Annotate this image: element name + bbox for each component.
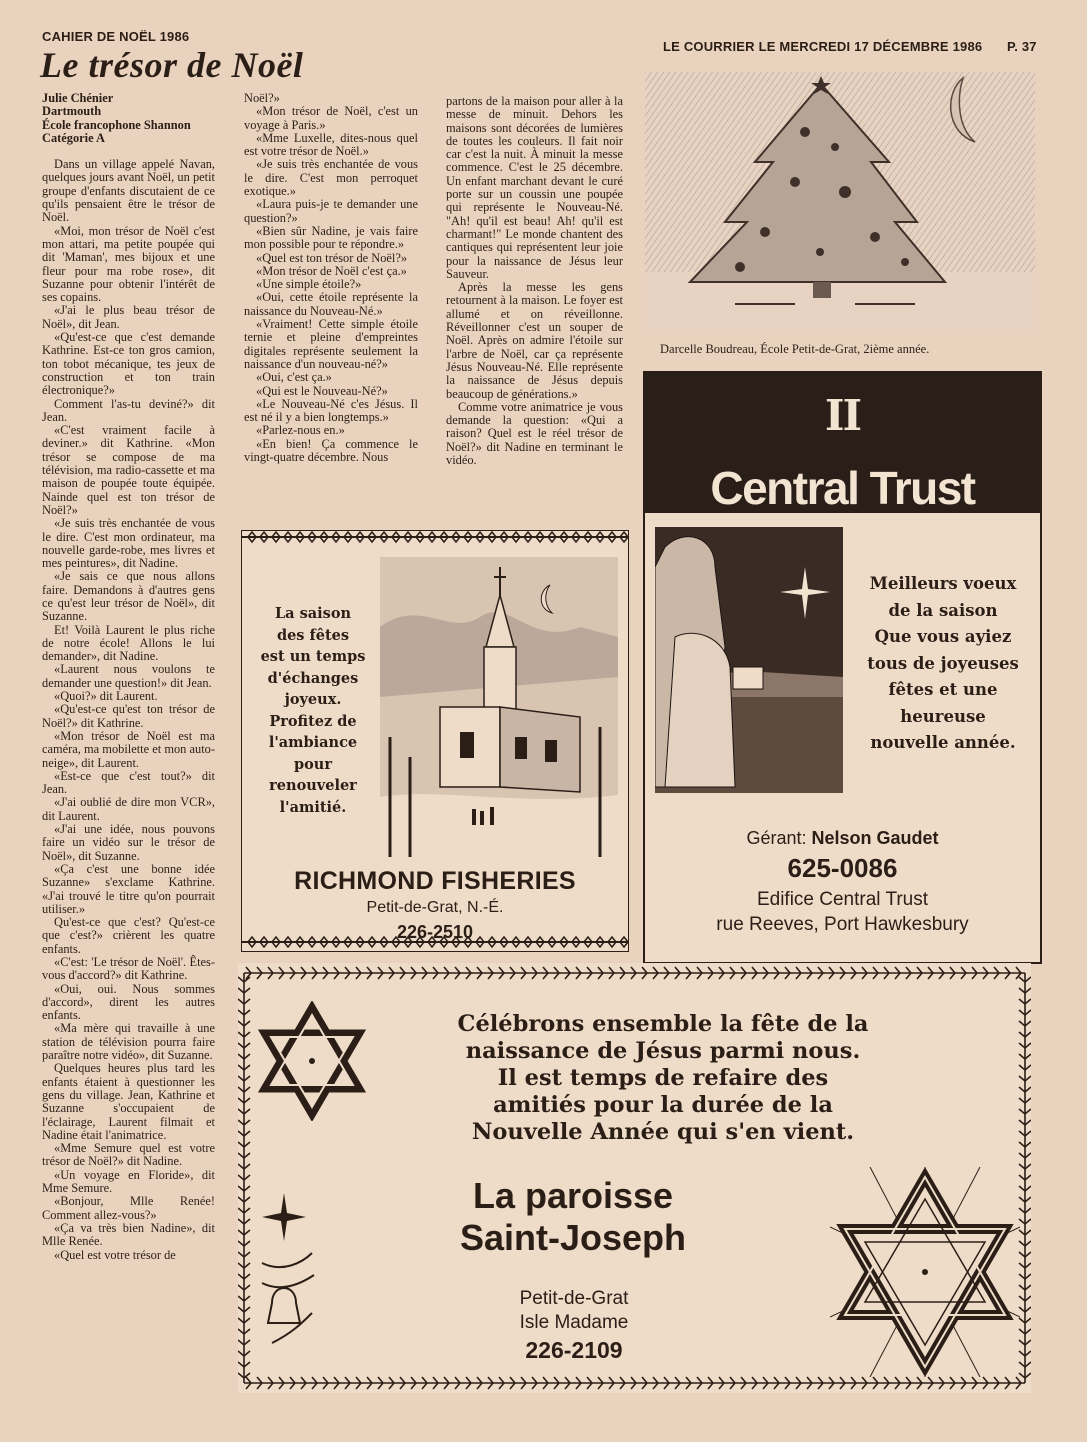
ad-central-banner <box>645 373 1040 513</box>
author-city: Dartmouth <box>42 104 102 119</box>
message-line: tous de joyeuses <box>867 653 1019 673</box>
article-paragraph: «Le Nouveau-Né c'es Jésus. Il est né il y a bien longtemps.» <box>244 396 418 425</box>
message-line: naissance de Jésus parmi nous. <box>465 1038 861 1064</box>
central-trust-logo-mark: II <box>824 391 861 440</box>
message-line: des fêtes <box>276 626 350 644</box>
article-paragraph: «En bien! Ça commence le vingt-quatre décembre. Nous <box>244 436 418 465</box>
ad-richmond-fisheries <box>241 530 629 952</box>
article-paragraph: «Mon trésor de Noël est ma caméra, ma mobilette et mon auto-neige», dit Laurent. <box>42 728 215 770</box>
address-line: Edifice Central Trust <box>756 889 929 910</box>
article-paragraph: Comme votre animatrice je vous demande la question: «Qui a raison? Quel est le réel trésor de Noël?» dit Nadine en terminant le vidéo. <box>446 399 623 468</box>
ad-central-company: Central Trust <box>710 462 975 514</box>
article-paragraph: «Quel est ton trésor de Noël?» <box>256 250 408 265</box>
article-paragraph: partons de la maison pour aller à la messe de minuit. Dehors les maisons sont décorées de lumières de toutes les couleurs. Il fait noir car c'est la nuit. À minuit la messe commence. C'est le 25 décembre. Un enfant marchant devant le curé porte sur un coussin une poupée qui représente le Nouveau-Né. "Ah! qu'il est beau! Ah! qu'il est charmant!" Le monde chantent des cantiques qui représentent leur joie pour la naissance de Jésus leur Sauveur. <box>446 94 623 281</box>
article-paragraph: «Bonjour, Mlle Renée! Comment allez-vous?» <box>42 1194 215 1222</box>
message-line: Célébrons ensemble la fête de la <box>457 1011 869 1037</box>
article-paragraph: «Qu'est-ce que c'est demande Kathrine. Est-ce ton gros camion, ton tobot mécanique, tes jeux de construction et ton train électronique?» <box>42 330 215 398</box>
star-of-david-icon <box>252 1001 372 1121</box>
location-line: Isle Madame <box>519 1312 629 1333</box>
article-paragraph: «Qu'est-ce qu'est ton trésor de Noël?» dit Kathrine. <box>42 702 215 730</box>
border-ornament <box>411 967 416 1389</box>
article-paragraph: «Une simple étoile?» <box>256 277 362 292</box>
ad-paroisse-name <box>418 1175 728 1259</box>
message-line: Profitez de <box>269 712 357 730</box>
message-line: de la saison <box>888 600 998 620</box>
vine-border-top <box>242 530 628 544</box>
message-line: est un temps <box>260 648 366 665</box>
article-paragraph: «Parlez-nous en.» <box>256 423 345 438</box>
article-paragraph: «Ça va très bien Nadine», dit Mlle Renée. <box>42 1220 215 1249</box>
article-paragraph: «Qui est le Nouveau-Né?» <box>256 383 388 398</box>
article-paragraph: «C'est vraiment facile à deviner.» dit Kathrine. «Mon trésor se compose de ma télévision, ma radio-cassette et ma maison de poupée toute équipée. Nainde quel est ton trésor de Noël?» <box>42 423 215 517</box>
drawing-caption: Darcelle Boudreau, École Petit-de-Grat, 2ième année. <box>660 342 930 356</box>
address-line: rue Reeves, Port Hawkesbury <box>716 914 969 935</box>
article-paragraph: Quelques heures plus tard les enfants étaient à questionner les gens du village. Jean, Kathrine et Suzanne s'occupaient de l'éclairage, Laurent filmait et Nadine était l'animatrice. <box>42 1061 215 1142</box>
article-paragraph: «Ça c'est une bonne idée Suzanne» s'exclame Kathrine. «J'ai trouvé le titre qu'on pourrait utiliser.» <box>42 861 215 916</box>
ad-richmond-phone: 226-2510 <box>396 922 474 942</box>
article-paragraph: «Je sais ce que nous allons faire. Demandons à d'autres gens ce qu'est leur trésor de Noël», dit Suzanne. <box>42 569 215 624</box>
wise-men-illustration <box>655 527 843 793</box>
article-paragraph: «Mon trésor de Noël c'est ça.» <box>256 263 407 278</box>
article-column-1 <box>42 92 215 1262</box>
article-paragraph: «Mme Luxelle, dites-nous quel est votre trésor de Noël.» <box>244 130 418 159</box>
article-paragraph: «Oui, c'est ça.» <box>256 370 332 385</box>
message-line: d'échanges <box>267 669 359 687</box>
message-line: l'amitié. <box>279 798 347 816</box>
ad-central-manager <box>645 828 1040 849</box>
christmas-tree-drawing <box>645 72 1035 334</box>
ad-paroisse-location <box>484 1287 664 1335</box>
message-line: La saison <box>274 605 352 622</box>
article-column-2 <box>244 92 418 464</box>
ad-paroisse-message <box>418 1011 908 1146</box>
newspaper-date: LE COURRIER LE MERCREDI 17 DÉCEMBRE 1986 <box>663 39 983 54</box>
border-ornament <box>400 967 405 1389</box>
message-line: Meilleurs voeux <box>869 574 1017 593</box>
article-paragraph: «Bien sûr Nadine, je vais faire mon possible pour te répondre.» <box>244 223 418 252</box>
message-line: nouvelle année. <box>870 733 1016 752</box>
author-name: Julie Chénier <box>42 91 114 105</box>
article-paragraph: Après la messe les gens retournent à la maison. Le foyer est allumé et on réveillonne. Réveillonner c'est un souper de Noël. Après on admire l'étoile sur l'arbre de Noël, car ça représente Jésus Nouveau-Né. Elle représente la naissance de Jésus depuis beaucoup de générations.» <box>446 280 623 401</box>
article-paragraph: «Quoi?» dit Laurent. <box>54 689 158 704</box>
message-line: Que vous ayiez <box>874 627 1012 646</box>
vine-border-bottom <box>242 935 628 949</box>
article-paragraph: «Laura puis-je te demander une question?» <box>244 197 418 225</box>
author-school: École francophone Shannon <box>42 117 191 132</box>
article-paragraph: «Je suis très enchantée de vous le dire. C'est mon perroquet exotique.» <box>244 157 418 199</box>
article-paragraph: «Vraiment! Cette simple étoile ternie et pleine d'empreintes digitales représente seulement la naissance d'un nouveau-né?» <box>244 317 418 371</box>
message-line: pour <box>294 755 332 773</box>
article-column-3 <box>446 95 623 467</box>
star-of-david-large-icon <box>830 1167 1020 1377</box>
message-line: renouveler <box>269 777 357 794</box>
ad-paroisse-saint-joseph <box>238 963 1031 1393</box>
ad-central-trust <box>643 371 1042 964</box>
message-line: Nouvelle Année qui s'en vient. <box>471 1119 855 1145</box>
article-paragraph: «Ma mère qui travaille à une station de télévision pourra faire paraître notre vidéo», dit Suzanne. <box>42 1021 215 1063</box>
article-paragraph: «Oui, cette étoile représente la naissance du Nouveau-Né.» <box>244 290 418 318</box>
article-title: Le trésor de Noël <box>40 45 304 85</box>
article-paragraph: Noël?» <box>244 91 280 105</box>
message-line: fêtes et une <box>888 680 998 699</box>
ad-richmond-company: RICHMOND FISHERIES <box>294 867 576 895</box>
location-line: Petit-de-Grat <box>519 1288 629 1309</box>
christmas-bell-ornament-icon <box>252 1183 322 1363</box>
manager-name: Nelson Gaudet <box>811 828 939 848</box>
ad-richmond-location: Petit-de-Grat, N.-É. <box>366 899 504 916</box>
parish-name-line: La paroisse <box>472 1175 674 1216</box>
church-illustration <box>380 557 618 857</box>
message-line: joyeux. <box>284 691 342 708</box>
article-paragraph: Comment l'as-tu deviné?» dit Jean. <box>42 396 215 424</box>
article-paragraph: «Moi, mon trésor de Noël c'est mon attari, ma petite poupée qui dit 'Maman', mes bijoux et une fleur pour ma robe rose», dit Suzanne pour obtenir l'intérêt de ses copains. <box>42 223 215 305</box>
message-line: heureuse <box>900 706 986 726</box>
parish-name-line: Saint-Joseph <box>459 1217 687 1258</box>
article-paragraph: «Mme Semure quel est votre trésor de Noël?» dit Nadine. <box>42 1141 215 1169</box>
article-paragraph: Et! Voilà Laurent le plus riche de notre école! Allons le lui demander», dit Nadine. <box>42 622 215 664</box>
article-paragraph: «Un voyage en Floride», dit Mme Semure. <box>42 1167 215 1196</box>
message-line: Il est temps de refaire des <box>497 1065 829 1091</box>
message-line: l'ambiance <box>268 734 358 751</box>
border-ornament <box>378 967 383 1389</box>
page-number: P. 37 <box>1007 39 1037 54</box>
article-paragraph: «Je suis très enchantée de vous le dire. C'est mon ordinateur, ma nouvelle garde-robe, mes livres et mes peintures», dit Nadine. <box>42 516 215 571</box>
article-byline <box>42 92 215 145</box>
ad-central-address <box>645 887 1040 937</box>
manager-label: Gérant: <box>746 828 807 848</box>
message-line: amitiés pour la durée de la <box>493 1092 833 1118</box>
author-category: Catégorie A <box>42 130 105 145</box>
article-paragraph: Qu'est-ce que c'est? Qu'est-ce que c'est?» crièrent les quatre enfants. <box>42 915 215 956</box>
ad-paroisse-phone: 226-2109 <box>525 1337 623 1363</box>
article-paragraph: Dans un village appelé Navan, quelques jours avant Noël, un petit groupe d'enfants discutaient de ce qu'ils pensaient être le trésor de Noël. <box>42 157 215 225</box>
article-paragraph: «Laurent nous voulons te demander une question!» dit Jean. <box>42 662 215 690</box>
section-heading: CAHIER DE NOËL 1986 <box>42 29 190 44</box>
article-paragraph: «J'ai une idée, nous pouvons faire un vidéo sur le trésor de Noël», dit Suzanne. <box>42 822 215 863</box>
article-paragraph: «Est-ce que c'est tout?» dit Jean. <box>42 768 215 797</box>
ad-central-phone: 625-0086 <box>787 853 898 883</box>
article-paragraph: «Quel est votre trésor de <box>54 1247 176 1262</box>
ad-richmond-message <box>252 603 374 818</box>
ad-central-message <box>853 571 1033 757</box>
article-paragraph: «Oui, oui. Nous sommes d'accord», dirent les autres enfants. <box>42 981 215 1023</box>
article-paragraph: «J'ai oublié de dire mon VCR», dit Laurent. <box>42 795 215 823</box>
border-ornament <box>238 1153 1031 1158</box>
article-paragraph: «Mon trésor de Noël, c'est un voyage à Paris.» <box>244 104 418 132</box>
border-ornament <box>238 988 1031 993</box>
article-paragraph: «J'ai le plus beau trésor de Noël», dit Jean. <box>42 303 215 331</box>
article-paragraph: «C'est: 'Le trésor de Noël'. Êtes-vous d'accord?» dit Kathrine. <box>42 955 215 983</box>
border-ornament <box>389 967 394 1389</box>
